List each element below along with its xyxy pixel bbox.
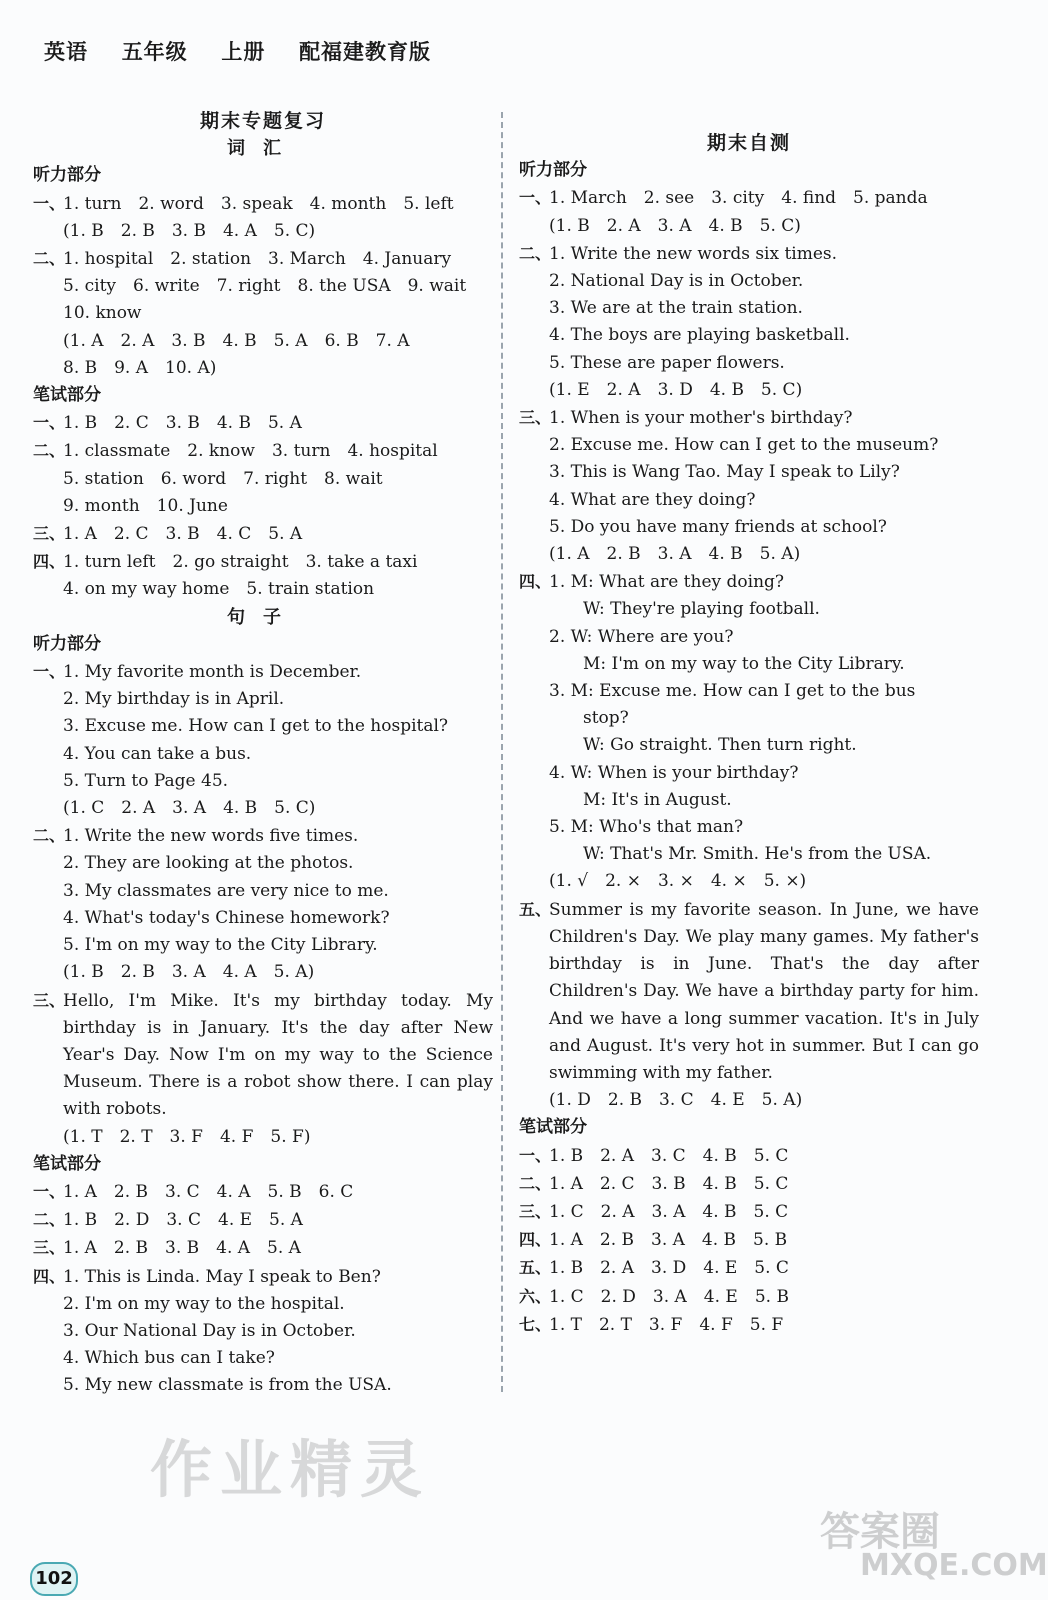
- answer-text: 5. M: Who's that man?: [549, 817, 744, 838]
- answer-text: 4. W: When is your birthday?: [549, 762, 799, 783]
- answer-text: W: They're playing football.: [549, 599, 820, 620]
- right-column: [519, 108, 979, 1339]
- answer-block: [33, 437, 493, 520]
- answer-line: [519, 459, 979, 486]
- answer-text: 5. city 6. write 7. right 8. the USA 9. wait: [63, 276, 467, 297]
- passage-text: Summer is my favorite season. In June, we have Children's Day. We play many games. My father's birthday is in June. That's the day after Children's Day. We have a birthday party for him. And we have a long summer vacation. It's in July and August. It's very hot in summer. But I can go swimming with my father.: [549, 899, 979, 1083]
- answer-text: 9. month 10. June: [63, 495, 228, 516]
- answer-line: [519, 814, 979, 841]
- answer-line: [519, 1283, 979, 1311]
- item-number: 三、: [33, 524, 66, 544]
- answer-text: 4. What are they doing?: [549, 489, 756, 510]
- answer-line: [519, 514, 979, 541]
- answer-text: 1. Write the new words five times.: [63, 826, 359, 847]
- answer-text: 1. My favorite month is December.: [63, 662, 362, 683]
- answer-block: [519, 568, 979, 895]
- answer-block: [33, 1234, 493, 1262]
- answer-text: 1. B 2. C 3. B 4. B 5. A: [63, 413, 302, 434]
- item-number: 四、: [519, 572, 552, 592]
- answer-text: 4. You can take a bus.: [63, 743, 252, 764]
- answer-line: [33, 850, 493, 877]
- watermark-daanquan: 答案圈: [820, 1509, 940, 1555]
- label-listening: 听力部分: [33, 633, 101, 654]
- page-number: 102: [30, 1562, 78, 1596]
- passage-answers: (1. D 2. B 3. C 4. E 5. A): [549, 1090, 803, 1111]
- header-subject: 英语: [44, 39, 88, 64]
- answer-line: [519, 487, 979, 514]
- item-number: 五、: [519, 1258, 552, 1278]
- answer-text: 2. National Day is in October.: [549, 271, 804, 292]
- answer-block: [33, 548, 493, 603]
- item-number: 三、: [33, 990, 66, 1010]
- answer-line: [519, 760, 979, 787]
- answer-block: [33, 1178, 493, 1206]
- answer-text: 1. A 2. C 3. B 4. B 5. C: [549, 1173, 789, 1194]
- answer-text: 1. M: What are they doing?: [549, 572, 785, 593]
- answer-text: (1. A 2. B 3. A 4. B 5. A): [549, 544, 801, 565]
- answer-text: 5. These are paper flowers.: [549, 352, 785, 373]
- answer-line: [519, 322, 979, 349]
- answer-line: [519, 868, 979, 895]
- answer-line: [519, 678, 979, 705]
- answer-text: 5. Do you have many friends at school?: [549, 516, 887, 537]
- answer-line: [33, 245, 493, 273]
- answer-text: (1. B 2. B 3. A 4. A 5. A): [63, 962, 315, 983]
- item-number: 二、: [33, 826, 66, 846]
- answer-text: 5. I'm on my way to the City Library.: [63, 935, 378, 956]
- answer-line: [519, 377, 979, 404]
- item-number: 四、: [33, 552, 66, 572]
- answer-line: [519, 1142, 979, 1170]
- answer-text: 1. C 2. D 3. A 4. E 5. B: [549, 1286, 789, 1307]
- answer-text: (1. E 2. A 3. D 4. B 5. C): [549, 379, 803, 400]
- answer-text: M: I'm on my way to the City Library.: [549, 653, 905, 674]
- answer-text: 1. T 2. T 3. F 4. F 5. F: [549, 1314, 784, 1335]
- item-number: 二、: [519, 243, 552, 263]
- answer-line: [33, 1263, 493, 1291]
- answer-text: 5. station 6. word 7. right 8. wait: [63, 468, 383, 489]
- answer-text: 2. Excuse me. How can I get to the museum?: [549, 435, 939, 456]
- answer-text: 1. B 2. A 3. D 4. E 5. C: [549, 1258, 789, 1279]
- answer-line: [519, 213, 979, 240]
- answer-text: 1. hospital 2. station 3. March 4. January: [63, 249, 452, 270]
- answer-text: 4. The boys are playing basketball.: [549, 325, 850, 346]
- answer-line: [33, 932, 493, 959]
- item-number: 一、: [33, 662, 66, 682]
- answer-text: (1. A 2. A 3. B 4. B 5. A 6. B 7. A: [63, 330, 410, 351]
- item-number: 七、: [519, 1314, 552, 1334]
- answer-line: [33, 1318, 493, 1345]
- answer-line: [519, 624, 979, 651]
- answer-line: [33, 658, 493, 686]
- answer-line: [33, 1178, 493, 1206]
- watermark-zuoye: 作业精灵: [150, 1433, 431, 1506]
- answer-text: 2. W: Where are you?: [549, 626, 734, 647]
- label-listening: 听力部分: [33, 165, 101, 186]
- label-written: 笔试部分: [33, 1153, 101, 1174]
- answer-line: [33, 795, 493, 822]
- item-number: 三、: [519, 1201, 552, 1221]
- answer-block: [519, 184, 979, 239]
- answer-text: 1. turn 2. word 3. speak 4. month 5. left: [63, 193, 454, 214]
- answer-line: [33, 437, 493, 465]
- label-written: 笔试部分: [33, 385, 101, 406]
- answer-text: 2. They are looking at the photos.: [63, 853, 354, 874]
- answer-line: [33, 576, 493, 603]
- item-number: 五、: [519, 899, 552, 919]
- answer-line: [33, 218, 493, 245]
- answer-text: 1. A 2. C 3. B 4. C 5. A: [63, 524, 303, 545]
- item-number: 二、: [33, 441, 66, 461]
- answer-block: [519, 1198, 979, 1226]
- answer-text: 1. March 2. see 3. city 4. find 5. panda: [549, 188, 928, 209]
- item-number: 一、: [33, 1181, 66, 1201]
- answer-text: 2. I'm on my way to the hospital.: [63, 1293, 345, 1314]
- item-number: 六、: [519, 1286, 552, 1306]
- answer-text: 4. What's today's Chinese homework?: [63, 907, 390, 928]
- answer-line: [33, 713, 493, 740]
- answer-line: [519, 240, 979, 268]
- answer-text: 1. A 2. B 3. B 4. A 5. A: [63, 1238, 301, 1259]
- label-listening: 听力部分: [519, 160, 587, 181]
- column-divider: [501, 112, 503, 1392]
- answer-line: [519, 1311, 979, 1339]
- answer-line: [519, 705, 979, 732]
- header-volume: 上册: [221, 39, 266, 64]
- answer-line: [519, 404, 979, 432]
- answer-line: [33, 520, 493, 548]
- answer-line: [33, 1291, 493, 1318]
- answer-line: [33, 1345, 493, 1372]
- answer-line: [33, 905, 493, 932]
- answer-line: [519, 568, 979, 596]
- answer-text: 1. This is Linda. May I speak to Ben?: [63, 1266, 381, 1287]
- left-column: [33, 108, 493, 1400]
- answer-line: [519, 268, 979, 295]
- answer-text: M: It's in August.: [549, 789, 732, 810]
- answer-block: [519, 1142, 979, 1170]
- answer-text: 4. on my way home 5. train station: [63, 579, 375, 600]
- answer-text: 1. C 2. A 3. A 4. B 5. C: [549, 1201, 789, 1222]
- label-written: 笔试部分: [519, 1117, 587, 1138]
- answer-line: [33, 493, 493, 520]
- answer-line: [519, 295, 979, 322]
- answer-text: (1. B 2. A 3. A 4. B 5. C): [549, 215, 801, 236]
- answer-line: [33, 190, 493, 218]
- answer-line: [519, 541, 979, 568]
- answer-text: 3. We are at the train station.: [549, 298, 803, 319]
- answer-line: [33, 768, 493, 795]
- answer-block: [33, 190, 493, 245]
- answer-line: [519, 841, 979, 868]
- answer-line: [33, 1206, 493, 1234]
- answer-line: [519, 651, 979, 678]
- answer-block: [519, 1283, 979, 1311]
- answer-text: 1. classmate 2. know 3. turn 4. hospital: [63, 441, 438, 462]
- answer-line: [33, 466, 493, 493]
- answer-block: [519, 404, 979, 568]
- answer-line: [33, 548, 493, 576]
- answer-block: [519, 1311, 979, 1339]
- answer-line: [33, 822, 493, 850]
- answer-block: [519, 1170, 979, 1198]
- item-number: 一、: [33, 193, 66, 213]
- answer-block: [33, 409, 493, 437]
- answer-line: [33, 1234, 493, 1262]
- answer-text: 1. When is your mother's birthday?: [549, 408, 853, 429]
- answer-block: [519, 1254, 979, 1282]
- item-number: 一、: [519, 1145, 552, 1165]
- answer-line: [519, 1254, 979, 1282]
- answer-text: 3. My classmates are very nice to me.: [63, 880, 389, 901]
- answer-line: [33, 741, 493, 768]
- answer-text: W: Go straight. Then turn right.: [549, 735, 857, 756]
- answer-text: W: That's Mr. Smith. He's from the USA.: [549, 844, 932, 865]
- answer-block: [33, 245, 493, 382]
- answer-block: [33, 658, 493, 822]
- page-header: [44, 36, 457, 66]
- answer-line: [519, 596, 979, 623]
- answer-text: (1. √ 2. × 3. × 4. × 5. ×): [549, 871, 807, 892]
- subsection-title-vocab: 词汇: [227, 138, 299, 160]
- answer-line: [33, 959, 493, 986]
- answer-line: [33, 409, 493, 437]
- answer-line: [33, 355, 493, 382]
- passage-answers: (1. T 2. T 3. F 4. F 5. F): [63, 1126, 311, 1147]
- answer-text: 10. know: [63, 303, 142, 324]
- item-number: 一、: [33, 413, 66, 433]
- answer-text: 1. A 2. B 3. C 4. A 5. B 6. C: [63, 1181, 354, 1202]
- answer-text: 4. Which bus can I take?: [63, 1348, 275, 1369]
- item-number: 二、: [519, 1173, 552, 1193]
- answer-text: 5. Turn to Page 45.: [63, 770, 229, 791]
- passage-block: [33, 987, 493, 1124]
- answer-line: [519, 732, 979, 759]
- answer-line: [519, 787, 979, 814]
- section-title-review: 期末专题复习: [199, 110, 326, 132]
- answer-text: 1. B 2. D 3. C 4. E 5. A: [63, 1210, 303, 1231]
- answer-line: [519, 1170, 979, 1198]
- item-number: 三、: [519, 408, 552, 428]
- answer-line: [519, 1226, 979, 1254]
- watermark-mxqe: MXQE.COM: [860, 1548, 1048, 1583]
- passage-text: Hello, I'm Mike. It's my birthday today. My birthday is in January. It's the day after New Year's Day. Now I'm on my way to the Science Museum. There is a robot show there. I can play with robots.: [63, 990, 493, 1120]
- answer-line: [33, 328, 493, 355]
- answer-line: [33, 878, 493, 905]
- answer-text: 3. Excuse me. How can I get to the hospital?: [63, 716, 449, 737]
- answer-text: stop?: [549, 708, 629, 729]
- item-number: 四、: [519, 1230, 552, 1250]
- passage-block: [519, 896, 979, 1087]
- answer-text: (1. B 2. B 3. B 4. A 5. C): [63, 220, 316, 241]
- item-number: 四、: [33, 1266, 66, 1286]
- section-title-test: 期末自测: [706, 132, 791, 154]
- answer-text: 3. This is Wang Tao. May I speak to Lily?: [549, 462, 900, 483]
- item-number: 一、: [519, 188, 552, 208]
- answer-text: (1. C 2. A 3. A 4. B 5. C): [63, 798, 316, 819]
- answer-text: 1. B 2. A 3. C 4. B 5. C: [549, 1145, 789, 1166]
- answer-line: [519, 1198, 979, 1226]
- answer-text: 2. My birthday is in April.: [63, 689, 285, 710]
- answer-line: [33, 686, 493, 713]
- answer-block: [33, 1206, 493, 1234]
- answer-block: [519, 1226, 979, 1254]
- item-number: 二、: [33, 249, 66, 269]
- answer-line: [519, 184, 979, 212]
- item-number: 二、: [33, 1210, 66, 1230]
- answer-line: [33, 273, 493, 300]
- answer-text: 1. Write the new words six times.: [549, 243, 838, 264]
- item-number: 三、: [33, 1238, 66, 1258]
- answer-block: [33, 520, 493, 548]
- answer-line: [33, 1372, 493, 1399]
- answer-text: 3. Our National Day is in October.: [63, 1320, 356, 1341]
- answer-text: 1. A 2. B 3. A 4. B 5. B: [549, 1230, 788, 1251]
- answer-text: 1. turn left 2. go straight 3. take a taxi: [63, 552, 418, 573]
- header-edition: 配福建教育版: [299, 39, 432, 64]
- header-grade: 五年级: [121, 39, 188, 64]
- answer-block: [33, 1263, 493, 1400]
- answer-line: [33, 300, 493, 327]
- answer-line: [519, 350, 979, 377]
- answer-line: [519, 432, 979, 459]
- answer-text: 8. B 9. A 10. A): [63, 357, 217, 378]
- subsection-title-sentence: 句子: [227, 606, 299, 628]
- answer-text: 5. My new classmate is from the USA.: [63, 1375, 392, 1396]
- answer-block: [33, 822, 493, 986]
- answer-block: [519, 240, 979, 404]
- answer-text: 3. M: Excuse me. How can I get to the bus: [549, 681, 916, 702]
